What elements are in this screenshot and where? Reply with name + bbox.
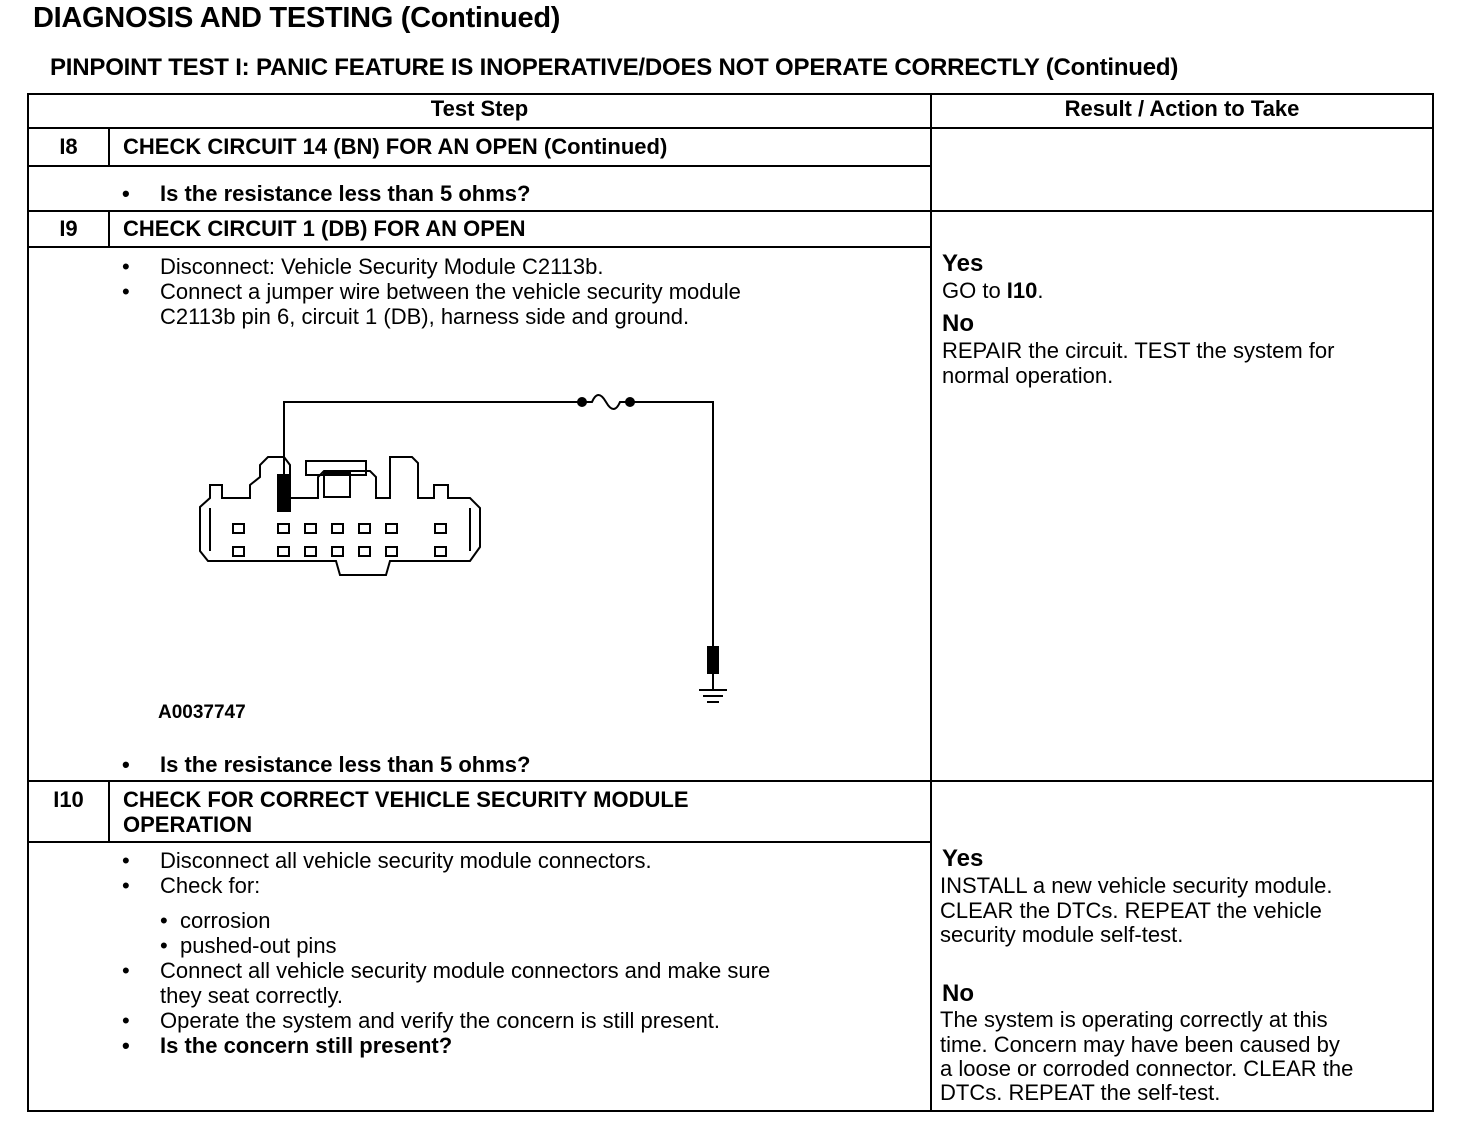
table-rule — [27, 841, 932, 843]
no-action: time. Concern may have been caused by — [940, 1032, 1340, 1057]
bullet-marker: • — [122, 873, 130, 898]
bullet-marker: • — [122, 848, 130, 873]
step-id: I9 — [59, 216, 78, 241]
instruction: they seat correctly. — [160, 983, 343, 1008]
table-rule — [27, 780, 1434, 782]
sub-bullet-marker: • — [160, 908, 168, 933]
no-action: normal operation. — [942, 363, 1114, 388]
bullet-marker: • — [122, 752, 130, 777]
table-rule — [27, 165, 932, 167]
no-action: DTCs. REPEAT the self-test. — [940, 1080, 1221, 1105]
section-title: PINPOINT TEST I: PANIC FEATURE IS INOPERATIVE/DOES NOT OPERATE CORRECTLY (Continued) — [50, 54, 1179, 81]
yes-action-suffix: . — [1037, 278, 1044, 303]
bullet-marker: • — [122, 279, 130, 304]
step-id: I8 — [59, 134, 78, 159]
column-header-test-step: Test Step — [430, 96, 529, 121]
table-rule — [108, 210, 110, 248]
table-rule — [27, 246, 932, 248]
instruction: Disconnect: Vehicle Security Module C2113b. — [160, 254, 604, 279]
no-label: No — [942, 310, 974, 337]
table-rule — [108, 127, 110, 167]
yes-label: Yes — [942, 250, 984, 277]
yes-action: INSTALL a new vehicle security module. — [940, 873, 1333, 898]
no-label: No — [942, 980, 974, 1007]
yes-action: security module self-test. — [940, 922, 1184, 947]
fuse-symbol — [582, 395, 630, 409]
no-action: REPAIR the circuit. TEST the system for — [942, 338, 1335, 363]
yes-action: CLEAR the DTCs. REPEAT the vehicle — [940, 898, 1322, 923]
sub-item: corrosion — [180, 908, 271, 933]
yes-action-prefix: GO to — [942, 278, 1007, 303]
figure-id: A0037747 — [158, 702, 246, 723]
table-rule — [27, 210, 1434, 212]
table-rule — [108, 780, 110, 843]
step-question: Is the resistance less than 5 ohms? — [160, 181, 531, 206]
instruction: Check for: — [160, 873, 261, 898]
yes-action — [942, 278, 1044, 303]
step-title: CHECK CIRCUIT 1 (DB) FOR AN OPEN — [123, 216, 526, 241]
step-link-i10: I10 — [1006, 278, 1038, 303]
bullet-marker: • — [122, 254, 130, 279]
sub-item: pushed-out pins — [180, 933, 337, 958]
instruction: Disconnect all vehicle security module connectors. — [160, 848, 652, 873]
instruction: C2113b pin 6, circuit 1 (DB), harness side and ground. — [160, 304, 690, 329]
bullet-marker: • — [122, 958, 130, 983]
table-rule — [27, 127, 1434, 129]
step-title: CHECK FOR CORRECT VEHICLE SECURITY MODULE — [123, 787, 689, 812]
instruction: Connect all vehicle security module connectors and make sure — [160, 958, 771, 983]
column-header-result: Result / Action to Take — [1064, 96, 1300, 121]
step-id: I10 — [53, 787, 84, 812]
instruction: Operate the system and verify the concern is still present. — [160, 1008, 721, 1033]
page-title: DIAGNOSIS AND TESTING (Continued) — [33, 2, 561, 34]
bullet-marker: • — [122, 181, 130, 206]
step-title: OPERATION — [123, 812, 253, 837]
bullet-marker: • — [122, 1008, 130, 1033]
step-title: CHECK CIRCUIT 14 (BN) FOR AN OPEN (Continued) — [123, 134, 668, 159]
connector-diagram — [190, 385, 750, 715]
yes-label: Yes — [942, 845, 984, 872]
bullet-marker: • — [122, 1033, 130, 1058]
step-question: Is the concern still present? — [160, 1033, 453, 1058]
instruction: Connect a jumper wire between the vehicle security module — [160, 279, 741, 304]
sub-bullet-marker: • — [160, 933, 168, 958]
no-action: a loose or corroded connector. CLEAR the — [940, 1056, 1354, 1081]
step-question: Is the resistance less than 5 ohms? — [160, 752, 531, 777]
no-action: The system is operating correctly at this — [940, 1007, 1328, 1032]
